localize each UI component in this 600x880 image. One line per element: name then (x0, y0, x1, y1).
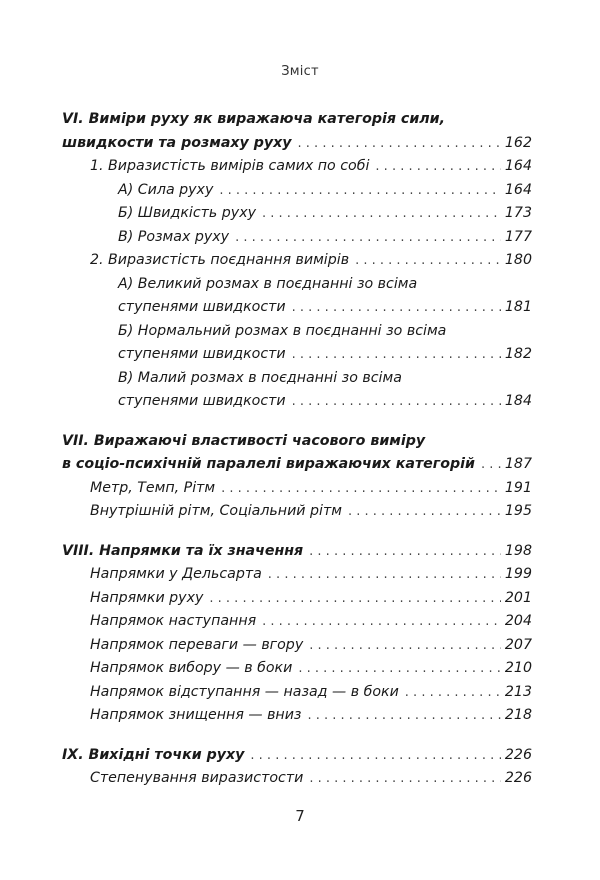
subsection-entry (62, 179, 532, 203)
entry-page-number: 213 (504, 683, 532, 700)
entry-title: ступенями швидкости (118, 393, 286, 409)
subsection-entry (62, 634, 532, 658)
entry-title: ступенями швидкости (118, 299, 286, 315)
subsection-entry (62, 587, 532, 611)
dot-leader (355, 249, 501, 273)
entry-page-number: 180 (504, 252, 532, 268)
subsection-entry (62, 563, 532, 587)
toc-section (62, 744, 532, 791)
entry-page-number: 201 (504, 589, 532, 606)
dot-leader (298, 132, 501, 156)
subsection-entry (62, 477, 532, 501)
subsection-entry (62, 657, 532, 681)
subsection-entry (62, 273, 532, 297)
dot-leader (292, 296, 501, 320)
subsection-entry (62, 704, 532, 728)
entry-title: Внутрішній рітм, Соціальний рітм (90, 503, 342, 519)
entry-title: Напрямок знищення — вниз (90, 707, 302, 723)
entry-title: в соціо-психічній паралелі виражаючих категорій (62, 456, 475, 472)
entry-page-number: 164 (504, 181, 532, 198)
dot-leader (292, 390, 501, 414)
entry-page-number: 182 (504, 346, 532, 362)
entry-page-number: 187 (504, 456, 532, 472)
subsection-entry (62, 296, 532, 320)
section-gap (62, 524, 532, 540)
entry-page-number: 204 (504, 613, 532, 629)
dot-leader (292, 343, 501, 367)
entry-page-number: 191 (504, 479, 532, 496)
entry-title: Напрямки у Дельсарта (90, 566, 262, 582)
entry-title: А) Сила руху (118, 181, 214, 198)
entry-title: В) Розмах руху (118, 228, 230, 245)
dot-leader (221, 477, 501, 501)
chapter-entry (62, 744, 532, 768)
entry-page-number: 199 (504, 566, 532, 582)
entry-title: Напрямки руху (90, 589, 204, 606)
entry-title: Напрямок переваги — вгору (90, 636, 304, 653)
subsection-entry (62, 681, 532, 705)
dot-leader (262, 610, 501, 634)
chapter-entry (62, 453, 532, 477)
entry-page-number: 184 (504, 393, 532, 409)
entry-page-number: 195 (504, 503, 532, 519)
entry-title: Б) Швидкість руху (118, 205, 256, 221)
chapter-entry (62, 108, 532, 132)
dot-leader (309, 634, 501, 658)
toc-section (62, 108, 532, 414)
entry-title: Напрямок відступання — назад — в боки (90, 683, 399, 700)
entry-page-number: 218 (504, 707, 532, 723)
dot-leader (209, 587, 501, 611)
entry-title: А) Великий розмах в поєднанні зо всіма (118, 275, 418, 292)
entry-title: 2. Виразистість поєднання вимірів (90, 252, 350, 268)
chapter-entry (62, 540, 532, 564)
entry-title: ступенями швидкости (118, 346, 286, 362)
subsection-entry (62, 320, 532, 344)
dot-leader (219, 179, 501, 203)
section-gap (62, 728, 532, 744)
entry-page-number: 162 (504, 134, 532, 151)
dot-leader (309, 767, 501, 791)
entry-title: IX. Вихідні точки руху (62, 746, 245, 763)
table-of-contents (62, 108, 532, 791)
entry-title: VII. Виражаючі властивості часового виміру (62, 432, 426, 449)
entry-title: В) Малий розмах в поєднанні зо всіма (118, 369, 402, 386)
dot-leader (348, 500, 501, 524)
toc-section (62, 430, 532, 524)
entry-page-number: 210 (504, 660, 532, 676)
dot-leader (298, 657, 501, 681)
entry-title: швидкости та розмаху руху (62, 134, 292, 151)
subsection-entry (62, 610, 532, 634)
subsection-entry (62, 500, 532, 524)
subsection-entry (62, 767, 532, 791)
entry-title: Степенування виразистости (90, 770, 304, 786)
dot-leader (268, 563, 501, 587)
entry-title: 1. Виразистість вимірів самих по собі (90, 158, 370, 174)
entry-page-number: 226 (504, 770, 532, 786)
dot-leader (309, 540, 501, 564)
chapter-entry (62, 430, 532, 454)
entry-title: Напрямок наступання (90, 613, 257, 629)
dot-leader (481, 453, 501, 477)
toc-section (62, 540, 532, 728)
dot-leader (375, 155, 500, 179)
entry-page-number: 164 (504, 158, 532, 174)
entry-page-number: 198 (504, 542, 532, 559)
entry-title: VIII. Напрямки та їх значення (62, 542, 304, 559)
dot-leader (307, 704, 500, 728)
entry-page-number: 207 (504, 636, 532, 653)
section-gap (62, 414, 532, 430)
subsection-entry (62, 202, 532, 226)
subsection-entry (62, 343, 532, 367)
dot-leader (405, 681, 501, 705)
entry-page-number: 181 (504, 299, 532, 315)
subsection-entry (62, 155, 532, 179)
subsection-entry (62, 367, 532, 391)
chapter-entry (62, 132, 532, 156)
subsection-entry (62, 390, 532, 414)
entry-title: Метр, Темп, Рітм (90, 479, 216, 496)
dot-leader (250, 744, 501, 768)
entry-title: Б) Нормальний розмах в поєднанні зо всіма (118, 322, 447, 339)
subsection-entry (62, 226, 532, 250)
running-header: Зміст (281, 64, 319, 79)
subsection-entry (62, 249, 532, 273)
dot-leader (235, 226, 501, 250)
entry-page-number: 226 (504, 746, 532, 763)
entry-title: VI. Виміри руху як виражаюча категорія сили, (62, 111, 445, 127)
dot-leader (262, 202, 501, 226)
entry-page-number: 177 (504, 228, 532, 245)
page-number: 7 (295, 807, 305, 825)
entry-title: Напрямок вибору — в боки (90, 660, 293, 676)
entry-page-number: 173 (504, 205, 532, 221)
